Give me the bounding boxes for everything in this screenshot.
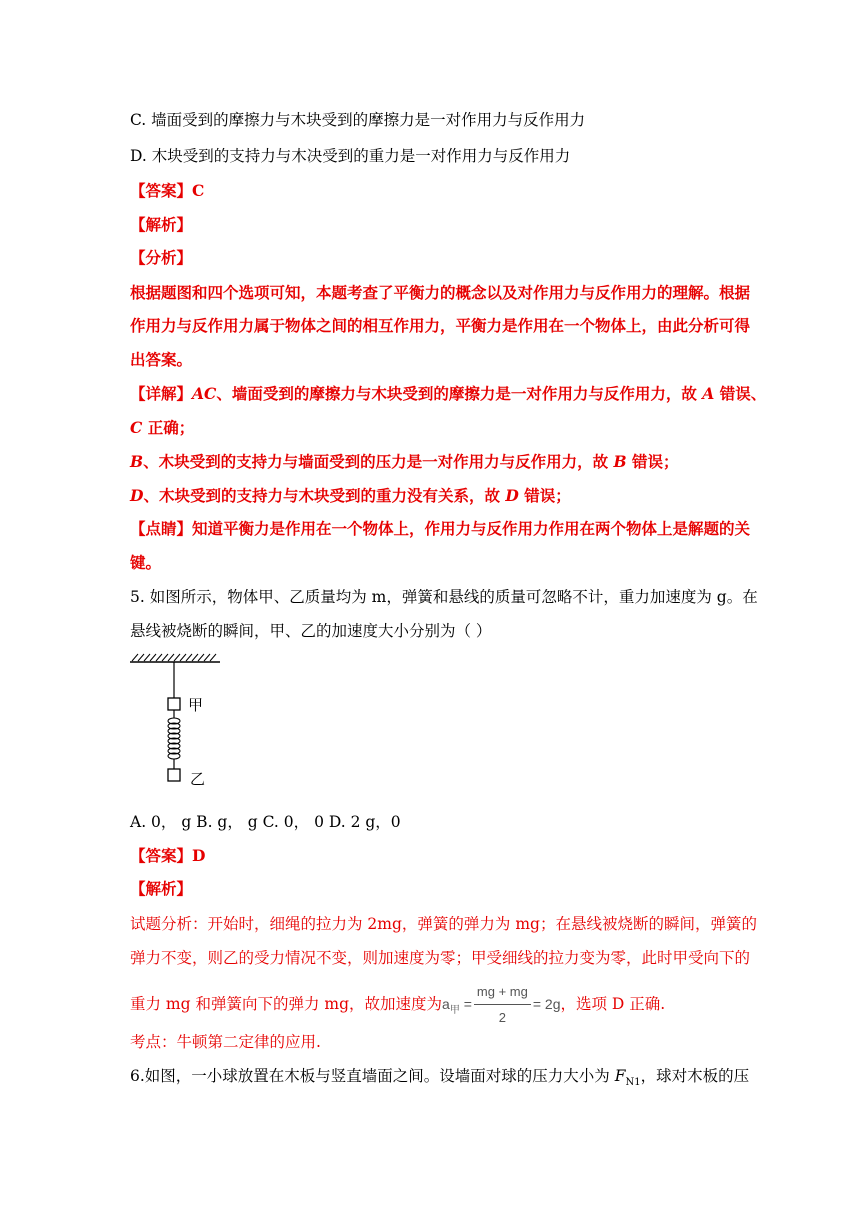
q5-options: A. 0， g B. g， g C. 0， 0 D. 2 g，0 bbox=[130, 813, 401, 831]
xiangjie-text-end: 错误、 bbox=[714, 384, 767, 403]
xiangjie-line-2 bbox=[130, 418, 194, 438]
formula-fraction bbox=[474, 982, 531, 1028]
b-end: 错误； bbox=[626, 452, 679, 471]
q5-jiexi-tag: 【解析】 bbox=[130, 879, 193, 898]
answer-value: C bbox=[192, 181, 205, 200]
d-text: 、木块受到的支持力与木块受到的重力没有关系，故 bbox=[143, 486, 506, 505]
d-end: 错误； bbox=[518, 486, 571, 505]
q5-kaodian: 考点：牛顿第二定律的应用. bbox=[130, 1033, 321, 1051]
formula-denominator: 2 bbox=[498, 1010, 506, 1025]
dianjing-line-2: 键。 bbox=[130, 553, 162, 572]
spring-figure bbox=[128, 652, 238, 796]
q5-analysis-3 bbox=[130, 982, 665, 1028]
label-yi: 乙 bbox=[190, 770, 206, 788]
dianjing-tag: 【点睛】 bbox=[130, 519, 193, 538]
option-d: D. 木块受到的支持力与木决受到的重力是一对作用力与反作用力 bbox=[130, 147, 571, 165]
q5-answer-value: D bbox=[192, 846, 206, 865]
b-text: 、木块受到的支持力与墙面受到的压力是一对作用力与反作用力，故 bbox=[143, 452, 614, 471]
label-a: A bbox=[702, 384, 715, 403]
q5-analysis-2: 弹力不变，则乙的受力情况不变，则加速度为零；甲受细线的拉力变为零，此时甲受向下的 bbox=[130, 949, 751, 967]
q6-stem-start: 6.如图，一小球放置在木板与竖直墙面之间。设墙面对球的压力大小为 bbox=[130, 1067, 615, 1085]
q5-answer-tag: 【答案】 bbox=[130, 846, 193, 865]
xiangjie-line bbox=[130, 384, 766, 404]
formula-numerator: mg + mg bbox=[474, 982, 531, 1005]
fenxi-tag: 【分析】 bbox=[130, 248, 193, 267]
dianjing-text: 知道平衡力是作用在一个物体上，作用力与反作用力作用在两个物体上是解题的关 bbox=[192, 519, 751, 538]
label-c: C bbox=[130, 418, 143, 437]
formula-result: = 2g bbox=[532, 996, 561, 1012]
option-c: C. 墙面受到的摩擦力与木块受到的摩擦力是一对作用力与反作用力 bbox=[130, 111, 586, 129]
label-d2: D bbox=[505, 486, 519, 505]
formula-a: a bbox=[442, 996, 450, 1012]
label-b2: B bbox=[613, 452, 627, 471]
q5-analysis: 试题分析：开始时，细绳的拉力为 2mg，弹簧的弹力为 mg；在悬线被烧断的瞬间，弹簧的 bbox=[130, 915, 757, 933]
answer-tag: 【答案】 bbox=[130, 181, 193, 200]
xiangjie-text-2: 正确； bbox=[142, 418, 195, 437]
label-jia: 甲 bbox=[188, 696, 204, 714]
fenxi-line: 出答案。 bbox=[130, 350, 193, 369]
q6-stem bbox=[130, 1066, 749, 1093]
label-d: D bbox=[130, 486, 144, 505]
q5-answer-row bbox=[130, 846, 205, 866]
fenxi-line: 根据题图和四个选项可知，本题考查了平衡力的概念以及对作用力与反作用力的理解。根据 bbox=[130, 283, 751, 302]
d-line bbox=[130, 486, 571, 506]
b-line bbox=[130, 452, 679, 472]
fenxi-line: 作用力与反作用力属于物体之间的相互作用力，平衡力是作用在一个物体上，由此分析可得 bbox=[130, 316, 751, 335]
q6-var: F bbox=[614, 1067, 626, 1085]
answer-row bbox=[130, 181, 204, 201]
label-b: B bbox=[130, 452, 144, 471]
accel-formula bbox=[442, 996, 472, 1016]
jiexi-tag: 【解析】 bbox=[130, 215, 193, 234]
formula-sub: 甲 bbox=[449, 1004, 460, 1016]
q6-stem-end: ，球对木板的压 bbox=[640, 1067, 750, 1085]
dianjing-line bbox=[130, 519, 750, 539]
xiangjie-text: 、墙面受到的摩擦力与木块受到的摩擦力是一对作用力与反作用力，故 bbox=[216, 384, 703, 403]
q6-sub: N1 bbox=[625, 1077, 641, 1089]
q5-stem-2: 悬线被烧断的瞬间，甲、乙的加速度大小分别为（ ） bbox=[130, 622, 492, 640]
q5-stem: 5. 如图所示，物体甲、乙质量均为 m，弹簧和悬线的质量可忽略不计，重力加速度为 g。在 bbox=[130, 588, 758, 606]
q5-analysis-3-start: 重力 mg 和弹簧向下的弹力 mg，故加速度为 bbox=[130, 995, 443, 1013]
spring-diagram bbox=[128, 652, 238, 792]
q5-analysis-3-end: ，选项 D 正确. bbox=[560, 995, 666, 1013]
label-ac: AC bbox=[192, 384, 217, 403]
xiangjie-tag: 【详解】 bbox=[130, 384, 193, 403]
formula-eq: = bbox=[463, 996, 472, 1012]
